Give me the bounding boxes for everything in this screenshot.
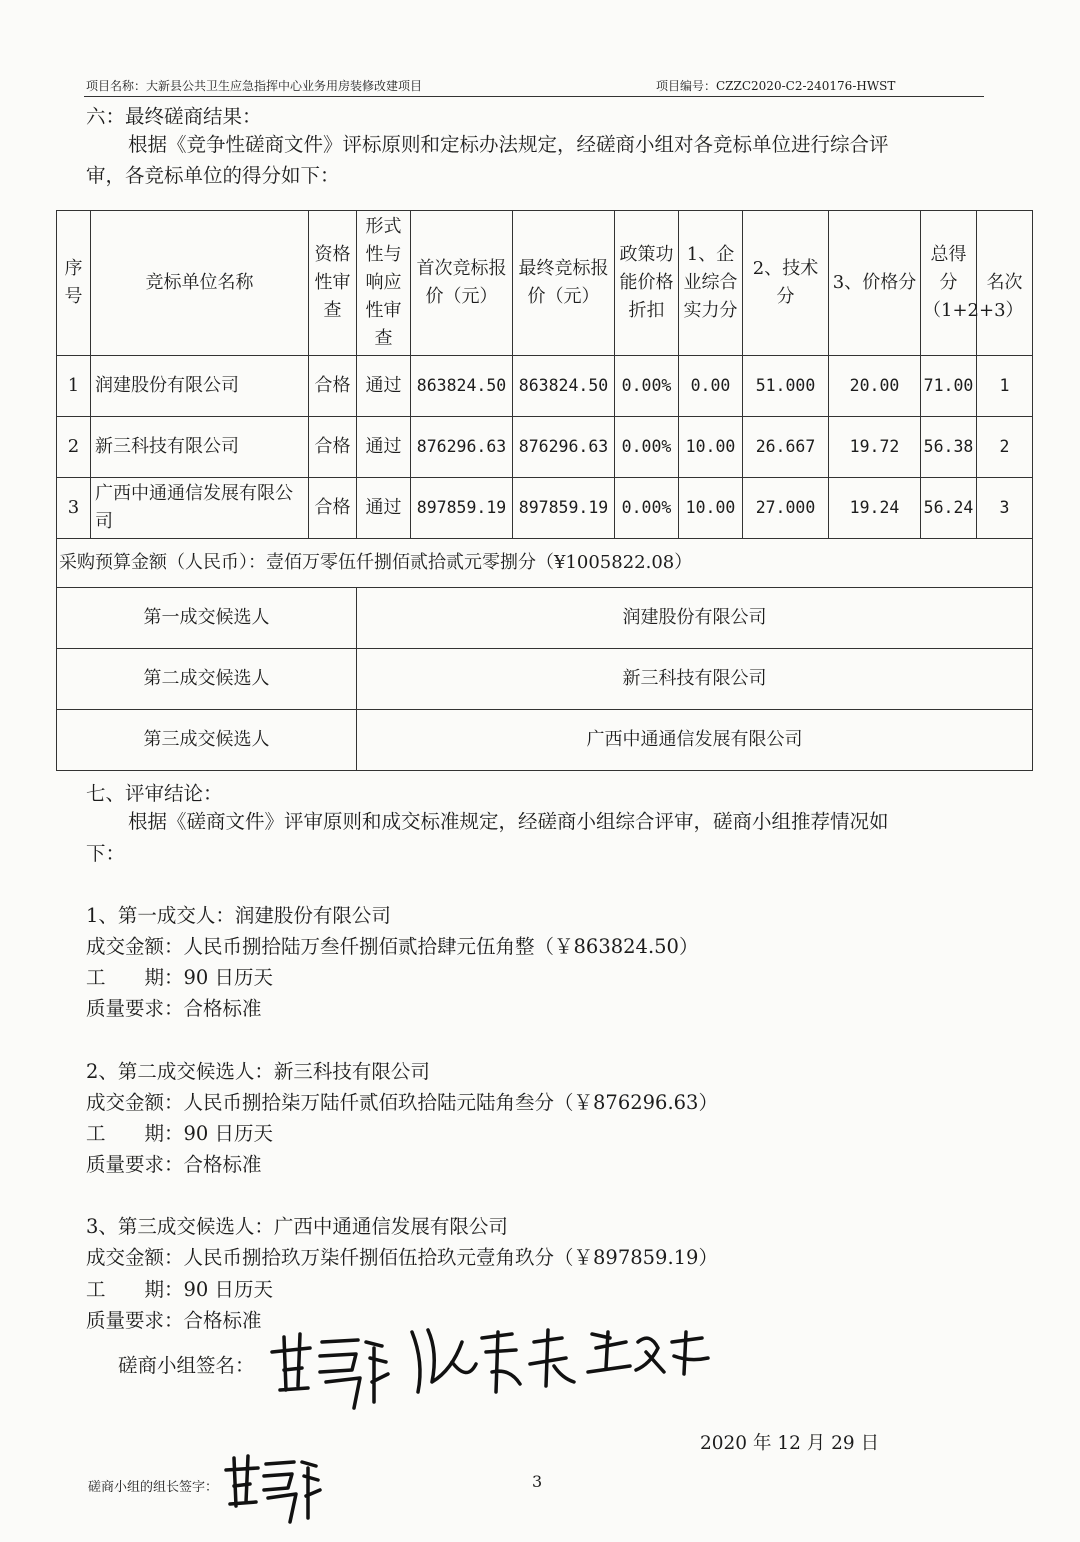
table-row	[57, 478, 1033, 539]
section6-paragraph-line2: 审，各竞标单位的得分如下：	[86, 164, 340, 187]
row-number: 3	[57, 478, 91, 539]
table-row	[57, 417, 1033, 478]
winner2-quality: 质量要求：合格标准	[86, 1153, 262, 1176]
winner1-quality: 质量要求：合格标准	[86, 997, 262, 1020]
header-cell: 资格性审查	[309, 211, 357, 356]
winner3-amount: 成交金额：人民币捌拾玖万柒仟捌佰伍拾玖元壹角玖分（￥897859.19）	[86, 1246, 718, 1269]
bidder-name: 广西中通通信发展有限公司	[91, 478, 309, 539]
discount-cell: 0.00%	[615, 478, 679, 539]
price-score-cell: 19.24	[829, 478, 921, 539]
first-bid-cell: 863824.50	[411, 356, 513, 417]
winner1-period: 工 期：90 日历天	[86, 966, 274, 989]
tech-score-cell: 27.000	[743, 478, 829, 539]
corp-score-cell: 10.00	[679, 478, 743, 539]
final-bid-cell: 863824.50	[513, 356, 615, 417]
total-score-cell: 56.24	[921, 478, 977, 539]
winner3-quality: 质量要求：合格标准	[86, 1309, 262, 1332]
project-number: 项目编号：CZZC2020-C2-240176-HWST	[656, 79, 896, 93]
header-cell: 竞标单位名称	[91, 211, 309, 356]
final-bid-cell: 876296.63	[513, 417, 615, 478]
total-score-cell: 71.00	[921, 356, 977, 417]
signature-3	[588, 1332, 708, 1374]
qualification-cell: 合格	[309, 478, 357, 539]
section7-title: 七、评审结论：	[86, 782, 223, 805]
first-bid-cell: 876296.63	[411, 417, 513, 478]
winner3-period: 工 期：90 日历天	[86, 1278, 274, 1301]
winner1-title: 1、第一成交人：润建股份有限公司	[86, 904, 391, 927]
candidate-value: 润建股份有限公司	[357, 588, 1033, 649]
tech-score-cell: 26.667	[743, 417, 829, 478]
candidate-value: 新三科技有限公司	[357, 649, 1033, 710]
corp-score-cell: 0.00	[679, 356, 743, 417]
winner1-amount: 成交金额：人民币捌拾陆万叁仟捌佰贰拾肆元伍角整（￥863824.50）	[86, 935, 699, 958]
tech-score-cell: 51.000	[743, 356, 829, 417]
budget-row	[57, 539, 1033, 588]
first-bid-cell: 897859.19	[411, 478, 513, 539]
discount-cell: 0.00%	[615, 417, 679, 478]
header-cell: 序号	[57, 211, 91, 356]
form-review-cell: 通过	[357, 356, 411, 417]
total-score-cell: 56.38	[921, 417, 977, 478]
header-cell: 形式性与响应性审查	[357, 211, 411, 356]
candidate-value: 广西中通通信发展有限公司	[357, 710, 1033, 771]
signature-1	[272, 1334, 388, 1408]
header-cell: 2、技术分	[743, 211, 829, 356]
corp-score-cell: 10.00	[679, 417, 743, 478]
table-row	[57, 356, 1033, 417]
header-cell: 政策功能价格折扣	[615, 211, 679, 356]
candidate-row	[57, 649, 1033, 710]
section7-paragraph-line2: 下：	[86, 842, 126, 865]
signature-date: 2020 年 12 月 29 日	[700, 1433, 880, 1454]
form-review-cell: 通过	[357, 478, 411, 539]
project-name: 项目名称：大新县公共卫生应急指挥中心业务用房装修改建项目	[86, 79, 423, 93]
page-number: 3	[532, 1472, 543, 1491]
header-cell: 1、企业综合实力分	[679, 211, 743, 356]
handwritten-signatures	[262, 1312, 722, 1422]
candidate-label: 第三成交候选人	[57, 710, 357, 771]
section6-paragraph-line1: 根据《竞争性磋商文件》评标原则和定标办法规定，经磋商小组对各竞标单位进行综合评	[128, 133, 889, 156]
price-score-cell: 19.72	[829, 417, 921, 478]
form-review-cell: 通过	[357, 417, 411, 478]
qualification-cell: 合格	[309, 417, 357, 478]
header-cell: 最终竞标报价（元）	[513, 211, 615, 356]
leader-signature	[222, 1440, 332, 1530]
candidate-label: 第一成交候选人	[57, 588, 357, 649]
bidder-name: 新三科技有限公司	[91, 417, 309, 478]
bidder-name: 润建股份有限公司	[91, 356, 309, 417]
header-cell: 3、价格分	[829, 211, 921, 356]
signature-label: 磋商小组签名：	[118, 1354, 255, 1377]
rank-cell: 1	[977, 356, 1033, 417]
final-bid-cell: 897859.19	[513, 478, 615, 539]
winner2-title: 2、第二成交候选人：新三科技有限公司	[86, 1060, 430, 1083]
section6-title: 六：最终磋商结果：	[86, 105, 262, 128]
qualification-cell: 合格	[309, 356, 357, 417]
header-rule	[84, 96, 984, 97]
score-table	[56, 210, 1033, 771]
leader-signature-label: 磋商小组的组长签字：	[88, 1480, 219, 1495]
rank-cell: 2	[977, 417, 1033, 478]
header-cell: 总得分（1+2+3）	[921, 211, 977, 356]
budget-text: 采购预算金额（人民币）：壹佰万零伍仟捌佰贰拾贰元零捌分（¥1005822.08）	[57, 539, 1033, 588]
candidate-row	[57, 710, 1033, 771]
header-cell: 首次竞标报价（元）	[411, 211, 513, 356]
candidate-row	[57, 588, 1033, 649]
row-number: 1	[57, 356, 91, 417]
discount-cell: 0.00%	[615, 356, 679, 417]
header-cell: 名次	[977, 211, 1033, 356]
section7-paragraph-line1: 根据《磋商文件》评审原则和成交标准规定，经磋商小组综合评审，磋商小组推荐情况如	[128, 810, 889, 833]
price-score-cell: 20.00	[829, 356, 921, 417]
winner2-amount: 成交金额：人民币捌拾柒万陆仟贰佰玖拾陆元陆角叁分（￥876296.63）	[86, 1091, 718, 1114]
signature-2	[412, 1330, 574, 1392]
table-header-row	[57, 211, 1033, 356]
candidate-label: 第二成交候选人	[57, 649, 357, 710]
winner3-title: 3、第三成交候选人：广西中通通信发展有限公司	[86, 1215, 508, 1238]
rank-cell: 3	[977, 478, 1033, 539]
row-number: 2	[57, 417, 91, 478]
winner2-period: 工 期：90 日历天	[86, 1122, 274, 1145]
